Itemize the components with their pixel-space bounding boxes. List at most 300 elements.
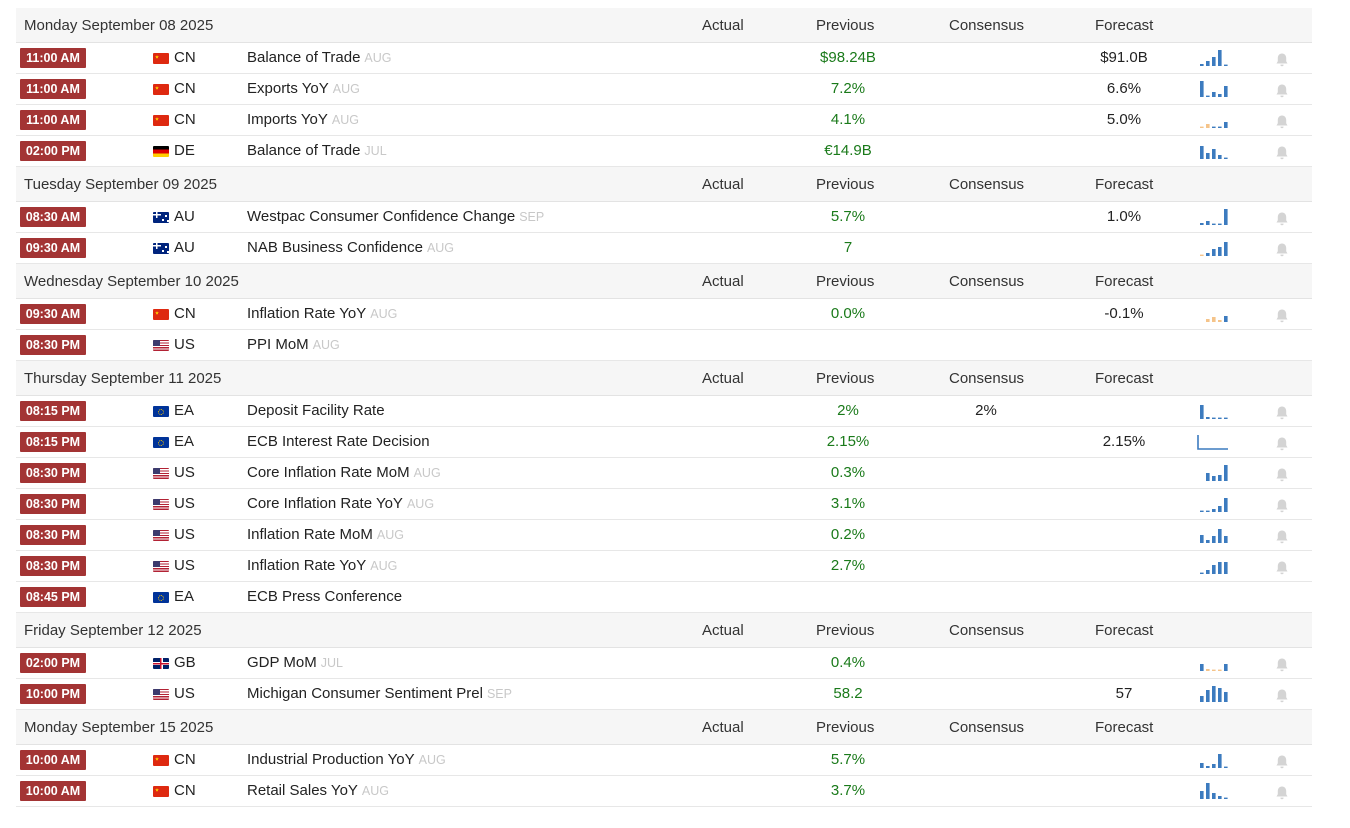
event-name[interactable]: ECB Press Conference [247, 588, 403, 605]
sparkline-bar [1212, 670, 1216, 671]
bell-icon[interactable] [1275, 782, 1289, 798]
sparkline-bar [1212, 686, 1216, 702]
consensus-value [926, 582, 1046, 612]
sparkline-bar [1218, 418, 1222, 419]
column-header-previous[interactable]: Previous [816, 369, 875, 387]
event-row[interactable] [16, 396, 1312, 427]
consensus-value [926, 43, 1046, 73]
bell-icon[interactable] [1275, 402, 1289, 418]
event-name[interactable]: PPI MoM [247, 336, 309, 353]
sparkline-chart[interactable] [1196, 684, 1230, 704]
sparkline-bar [1224, 562, 1228, 574]
forecast-value [1064, 745, 1184, 775]
day-date: Thursday September 11 2025 [24, 369, 222, 387]
bell-icon[interactable] [1275, 111, 1289, 127]
bell-icon[interactable] [1275, 80, 1289, 96]
event-row[interactable] [16, 745, 1312, 776]
event-time-badge: 08:30 AM [20, 207, 86, 227]
previous-value: 5.7% [830, 208, 866, 225]
previous-value: 3.7% [830, 782, 866, 799]
ea-flag-icon [153, 437, 169, 448]
sparkline-bar [1206, 511, 1210, 512]
sparkline-bar [1206, 766, 1210, 768]
sparkline-chart[interactable] [1196, 304, 1230, 324]
event-name-link[interactable] [247, 202, 544, 232]
event-reference-period: SEP [486, 687, 512, 701]
day-date: Tuesday September 09 2025 [24, 175, 217, 193]
sparkline-bar [1218, 224, 1222, 225]
sparkline-bar [1206, 473, 1210, 481]
event-reference-period: AUG [361, 784, 390, 798]
sparkline-bar [1212, 127, 1216, 128]
previous-value: 3.1% [830, 495, 866, 512]
forecast-value [1064, 330, 1184, 360]
consensus-value: 2% [975, 402, 997, 419]
column-header-previous[interactable]: Previous [816, 16, 875, 34]
sparkline-chart[interactable] [1196, 750, 1230, 770]
sparkline-chart[interactable] [1196, 141, 1230, 161]
sparkline-bar [1206, 783, 1210, 799]
sparkline-bar [1200, 405, 1204, 419]
event-reference-period: AUG [332, 82, 360, 96]
event-country: US [174, 685, 195, 702]
bell-icon[interactable] [1275, 464, 1289, 480]
event-country: US [174, 557, 195, 574]
day-date: Friday September 12 2025 [24, 621, 202, 639]
event-name[interactable]: Balance of Trade [247, 142, 361, 159]
event-row[interactable] [16, 427, 1312, 458]
sparkline-chart[interactable] [1196, 653, 1230, 673]
sparkline-bar [1218, 320, 1222, 322]
forecast-value [1064, 648, 1184, 678]
day-date: Wednesday September 10 2025 [24, 272, 239, 290]
bell-icon[interactable] [1275, 495, 1289, 511]
event-country: EA [174, 433, 195, 450]
column-header-actual[interactable]: Actual [702, 718, 744, 736]
sparkline-bar [1218, 562, 1222, 574]
forecast-value [1064, 776, 1184, 806]
sparkline-chart[interactable] [1196, 463, 1230, 483]
sparkline-chart[interactable] [1196, 48, 1230, 68]
sparkline-chart[interactable] [1196, 207, 1230, 227]
event-row[interactable] [16, 679, 1312, 710]
event-name-link[interactable] [247, 330, 340, 360]
event-name-link[interactable] [247, 458, 441, 488]
column-header-actual[interactable]: Actual [702, 175, 744, 193]
sparkline-bar [1224, 209, 1228, 225]
column-header-previous[interactable]: Previous [816, 621, 875, 639]
sparkline-bar [1212, 418, 1216, 419]
sparkline-bar [1206, 540, 1210, 543]
sparkline-bar [1224, 692, 1228, 702]
cn-flag-icon [153, 84, 169, 95]
event-row[interactable] [16, 105, 1312, 136]
event-name-link[interactable] [247, 745, 446, 775]
sparkline-bar [1206, 221, 1210, 225]
us-flag-icon [153, 340, 169, 351]
sparkline-bar [1218, 247, 1222, 256]
forecast-value: 57 [1115, 685, 1133, 702]
column-header-forecast[interactable]: Forecast [1095, 621, 1154, 639]
sparkline-chart[interactable] [1196, 781, 1230, 801]
event-name[interactable]: Exports YoY [247, 80, 329, 97]
event-time-badge: 08:15 PM [20, 401, 86, 421]
sparkline-bar [1218, 94, 1222, 97]
event-reference-period: AUG [418, 753, 446, 767]
sparkline-bar [1206, 253, 1210, 256]
previous-value: 2% [837, 402, 859, 419]
sparkline-step [1198, 435, 1228, 449]
bell-icon[interactable] [1275, 305, 1289, 321]
event-name-link[interactable] [247, 396, 385, 426]
sparkline-bar [1206, 96, 1210, 97]
event-country: CN [174, 49, 196, 66]
sparkline-bar [1218, 754, 1222, 768]
consensus-value [926, 489, 1046, 519]
sparkline-chart[interactable] [1196, 238, 1230, 258]
bell-icon[interactable] [1275, 557, 1289, 573]
forecast-value [1064, 233, 1184, 263]
day-header [16, 167, 1312, 202]
us-flag-icon [153, 499, 169, 510]
bell-icon[interactable] [1275, 142, 1289, 158]
consensus-value [926, 299, 1046, 329]
sparkline-bar [1200, 573, 1204, 574]
sparkline-bar [1206, 690, 1210, 702]
previous-value: 4.1% [830, 111, 866, 128]
event-name-link[interactable] [247, 74, 360, 104]
forecast-value: 1.0% [1106, 208, 1142, 225]
forecast-value: -0.1% [1104, 305, 1144, 322]
event-country: US [174, 464, 195, 481]
sparkline-chart[interactable] [1196, 494, 1230, 514]
bell-icon[interactable] [1275, 208, 1289, 224]
event-name-link[interactable] [247, 489, 434, 519]
event-name[interactable]: Inflation Rate YoY [247, 557, 367, 574]
sparkline-bar [1212, 764, 1216, 768]
bell-icon[interactable] [1275, 751, 1289, 767]
previous-value: 2.7% [830, 557, 866, 574]
event-time-badge: 02:00 PM [20, 653, 86, 673]
event-row[interactable] [16, 136, 1312, 167]
sparkline-bar [1206, 417, 1210, 419]
calendar-day [16, 264, 1312, 361]
event-reference-period: AUG [413, 466, 441, 480]
sparkline-bar [1206, 570, 1210, 574]
sparkline-bar [1200, 127, 1204, 128]
event-row[interactable] [16, 330, 1312, 361]
column-header-actual[interactable]: Actual [702, 16, 744, 34]
sparkline-bar [1224, 158, 1228, 159]
sparkline-bar [1212, 565, 1216, 574]
us-flag-icon [153, 468, 169, 479]
event-row[interactable] [16, 520, 1312, 551]
event-name-link[interactable] [247, 776, 389, 806]
forecast-value [1064, 136, 1184, 166]
event-name[interactable]: Industrial Production YoY [247, 751, 415, 768]
event-time-badge: 08:30 PM [20, 463, 86, 483]
consensus-value [926, 330, 1046, 360]
sparkline-chart[interactable] [1196, 401, 1230, 421]
event-reference-period: AUG [331, 113, 359, 127]
event-time-badge: 08:45 PM [20, 587, 86, 607]
forecast-value: 6.6% [1106, 80, 1142, 97]
sparkline-bar [1206, 124, 1210, 128]
bell-icon[interactable] [1275, 49, 1289, 65]
sparkline-bar [1224, 86, 1228, 97]
us-flag-icon [153, 530, 169, 541]
forecast-value [1064, 520, 1184, 550]
sparkline-bar [1218, 529, 1222, 543]
consensus-value [926, 745, 1046, 775]
event-name[interactable]: Retail Sales YoY [247, 782, 358, 799]
day-header [16, 613, 1312, 648]
previous-value: 0.0% [830, 305, 866, 322]
sparkline-bar [1200, 81, 1204, 97]
event-reference-period: AUG [406, 497, 435, 511]
sparkline-bar [1212, 536, 1216, 543]
event-country: AU [174, 239, 195, 256]
sparkline-bar [1224, 664, 1228, 671]
sparkline-bar [1206, 153, 1210, 159]
day-header [16, 361, 1312, 396]
event-name[interactable]: ECB Interest Rate Decision [247, 433, 430, 450]
cn-flag-icon [153, 115, 169, 126]
event-name[interactable]: Inflation Rate MoM [247, 526, 373, 543]
column-header-consensus[interactable]: Consensus [949, 16, 1025, 34]
sparkline-bar [1224, 418, 1228, 419]
event-row[interactable] [16, 551, 1312, 582]
previous-value: 0.3% [830, 464, 866, 481]
event-row[interactable] [16, 489, 1312, 520]
sparkline-bar [1200, 223, 1204, 225]
column-header-consensus[interactable]: Consensus [949, 621, 1025, 639]
event-name[interactable]: GDP MoM [247, 654, 317, 671]
event-row[interactable] [16, 233, 1312, 264]
event-name-link[interactable] [247, 136, 387, 166]
us-flag-icon [153, 689, 169, 700]
consensus-value [926, 458, 1046, 488]
previous-value: 5.7% [830, 751, 866, 768]
us-flag-icon [153, 561, 169, 572]
event-row[interactable] [16, 202, 1312, 233]
calendar-day [16, 8, 1312, 167]
bell-icon[interactable] [1275, 433, 1289, 449]
event-name-link[interactable] [247, 233, 454, 263]
bell-icon[interactable] [1275, 685, 1289, 701]
column-header-previous[interactable]: Previous [816, 272, 875, 290]
event-name[interactable]: Core Inflation Rate MoM [247, 464, 410, 481]
sparkline-chart[interactable] [1196, 525, 1230, 545]
column-header-previous[interactable]: Previous [816, 718, 875, 736]
event-country: EA [174, 588, 195, 605]
event-name[interactable]: NAB Business Confidence [247, 239, 423, 256]
column-header-forecast[interactable]: Forecast [1095, 369, 1154, 387]
sparkline-bar [1224, 465, 1228, 481]
event-name[interactable]: Imports YoY [247, 111, 328, 128]
column-header-forecast[interactable]: Forecast [1095, 272, 1154, 290]
sparkline-bar [1200, 511, 1204, 512]
sparkline-bar [1218, 796, 1222, 799]
event-name-link[interactable] [247, 105, 359, 135]
sparkline-bar [1200, 664, 1204, 671]
event-time-badge: 09:30 AM [20, 238, 86, 258]
event-country: EA [174, 402, 195, 419]
event-name-link[interactable] [247, 299, 397, 329]
sparkline-bar [1218, 155, 1222, 159]
column-header-forecast[interactable]: Forecast [1095, 718, 1154, 736]
sparkline-bar [1224, 798, 1228, 799]
sparkline-bar [1212, 317, 1216, 322]
sparkline-chart[interactable] [1196, 79, 1230, 99]
event-time-badge: 08:30 PM [20, 335, 86, 355]
column-header-actual[interactable]: Actual [702, 369, 744, 387]
event-row[interactable] [16, 43, 1312, 74]
column-header-consensus[interactable]: Consensus [949, 272, 1025, 290]
event-reference-period: AUG [312, 338, 340, 352]
event-country: GB [174, 654, 196, 671]
forecast-value: $91.0B [1100, 49, 1148, 66]
event-name[interactable]: Core Inflation Rate YoY [247, 495, 403, 512]
event-time-badge: 10:00 AM [20, 781, 86, 801]
event-row[interactable] [16, 648, 1312, 679]
event-row[interactable] [16, 299, 1312, 330]
event-reference-period: AUG [376, 528, 404, 542]
forecast-value: 5.0% [1106, 111, 1142, 128]
event-reference-period: AUG [426, 241, 455, 255]
forecast-value: 2.15% [1102, 433, 1146, 450]
event-row[interactable] [16, 776, 1312, 807]
bell-icon[interactable] [1275, 654, 1289, 670]
event-name[interactable]: Deposit Facility Rate [247, 402, 385, 419]
column-header-forecast[interactable]: Forecast [1095, 175, 1154, 193]
previous-value: 0.2% [830, 526, 866, 543]
consensus-value [926, 776, 1046, 806]
column-header-forecast[interactable]: Forecast [1095, 16, 1154, 34]
sparkline-bar [1200, 696, 1204, 702]
event-country: CN [174, 751, 196, 768]
bell-icon[interactable] [1275, 526, 1289, 542]
sparkline-bar [1206, 669, 1210, 671]
event-country: DE [174, 142, 195, 159]
event-name[interactable]: Inflation Rate YoY [247, 305, 367, 322]
sparkline-bar [1200, 255, 1204, 256]
event-row[interactable] [16, 458, 1312, 489]
forecast-value [1064, 489, 1184, 519]
sparkline-bar [1200, 64, 1204, 66]
event-name-link[interactable] [247, 43, 392, 73]
event-country: AU [174, 208, 195, 225]
event-name-link[interactable] [247, 648, 343, 678]
consensus-value [926, 551, 1046, 581]
sparkline-bar [1218, 127, 1222, 128]
sparkline-bar [1224, 65, 1228, 66]
column-header-consensus[interactable]: Consensus [949, 175, 1025, 193]
event-reference-period: JUL [364, 144, 387, 158]
day-header [16, 8, 1312, 43]
cn-flag-icon [153, 786, 169, 797]
previous-value [788, 330, 908, 360]
sparkline-bar [1212, 249, 1216, 256]
consensus-value [926, 233, 1046, 263]
event-name-link[interactable] [247, 551, 397, 581]
sparkline-bar [1200, 535, 1204, 543]
event-name[interactable]: Balance of Trade [247, 49, 361, 66]
previous-value: 2.15% [826, 433, 870, 450]
consensus-value [926, 74, 1046, 104]
event-name[interactable]: Westpac Consumer Confidence Change [247, 208, 516, 225]
event-time-badge: 08:30 PM [20, 556, 86, 576]
previous-value: 7.2% [830, 80, 866, 97]
event-reference-period: SEP [519, 210, 545, 224]
de-flag-icon [153, 146, 169, 157]
sparkline-bar [1212, 92, 1216, 97]
consensus-value [926, 520, 1046, 550]
event-name-link[interactable] [247, 427, 430, 457]
column-header-actual[interactable]: Actual [702, 621, 744, 639]
event-name[interactable]: Michigan Consumer Sentiment Prel [247, 685, 483, 702]
event-time-badge: 11:00 AM [20, 79, 86, 99]
column-header-consensus[interactable]: Consensus [949, 369, 1025, 387]
event-row[interactable] [16, 582, 1312, 613]
event-country: US [174, 495, 195, 512]
forecast-value [1064, 396, 1184, 426]
sparkline-chart[interactable] [1196, 432, 1230, 452]
sparkline-bar [1212, 793, 1216, 799]
previous-value: $98.24B [820, 49, 876, 66]
sparkline-bar [1206, 319, 1210, 322]
ea-flag-icon [153, 406, 169, 417]
cn-flag-icon [153, 53, 169, 64]
bell-icon[interactable] [1275, 239, 1289, 255]
event-name-link[interactable] [247, 679, 512, 709]
sparkline-bar [1212, 149, 1216, 159]
day-header [16, 710, 1312, 745]
sparkline-chart[interactable] [1196, 110, 1230, 130]
column-header-previous[interactable]: Previous [816, 175, 875, 193]
previous-value: 0.4% [830, 654, 866, 671]
event-time-badge: 08:30 PM [20, 525, 86, 545]
sparkline-bar [1224, 536, 1228, 543]
event-name-link[interactable] [247, 582, 402, 612]
event-reference-period: JUL [320, 656, 343, 670]
event-time-badge: 08:15 PM [20, 432, 86, 452]
ea-flag-icon [153, 592, 169, 603]
forecast-value [1064, 582, 1184, 612]
gb-flag-icon [153, 658, 169, 669]
sparkline-bar [1224, 122, 1228, 128]
event-name-link[interactable] [247, 520, 404, 550]
event-time-badge: 10:00 PM [20, 684, 86, 704]
event-time-badge: 11:00 AM [20, 48, 86, 68]
sparkline-chart[interactable] [1196, 556, 1230, 576]
event-country: CN [174, 305, 196, 322]
event-reference-period: AUG [370, 307, 398, 321]
au-flag-icon [153, 243, 169, 254]
sparkline-bar [1224, 767, 1228, 768]
sparkline-bar [1218, 50, 1222, 66]
day-date: Monday September 08 2025 [24, 16, 214, 34]
event-time-badge: 02:00 PM [20, 141, 86, 161]
column-header-actual[interactable]: Actual [702, 272, 744, 290]
column-header-consensus[interactable]: Consensus [949, 718, 1025, 736]
cn-flag-icon [153, 309, 169, 320]
event-time-badge: 09:30 AM [20, 304, 86, 324]
event-time-badge: 10:00 AM [20, 750, 86, 770]
event-row[interactable] [16, 74, 1312, 105]
event-time-badge: 08:30 PM [20, 494, 86, 514]
calendar-day [16, 613, 1312, 710]
